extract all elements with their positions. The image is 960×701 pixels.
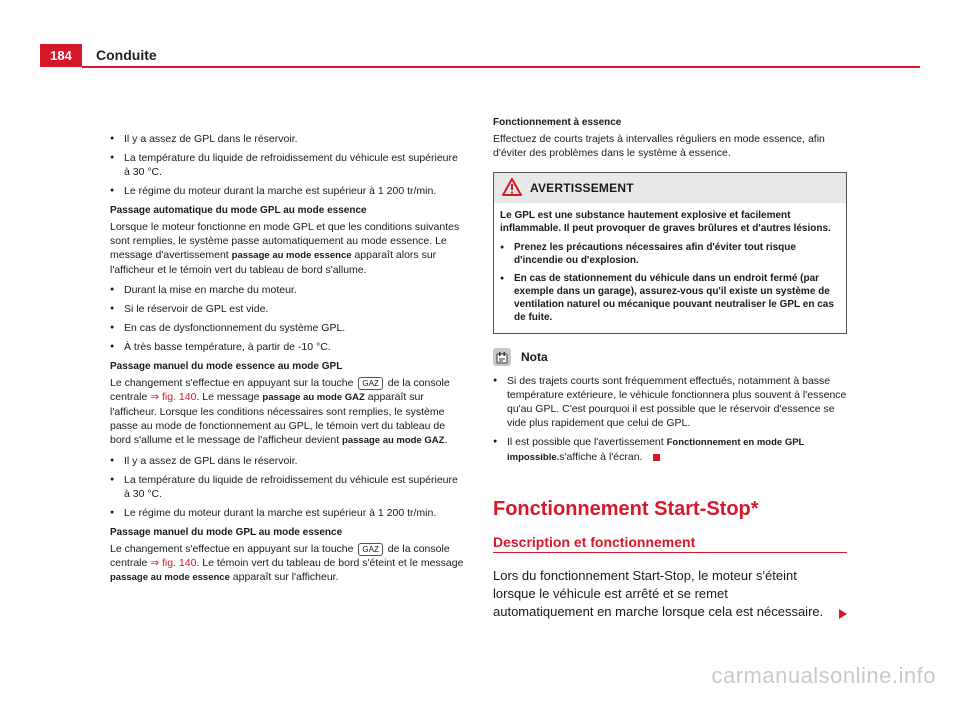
- lead-text: Lors du fonctionnement Start-Stop, le moteur s'éteint lorsque le véhicule est arrêté et se remet automatiquement en marche lorsque cela est nécessaire.: [493, 567, 847, 621]
- warning-title: AVERTISSEMENT: [530, 181, 634, 195]
- fig-link[interactable]: ⇒ fig. 140: [150, 391, 197, 403]
- gaz-key-icon: GAZ: [358, 543, 382, 556]
- list-item: ● Prenez les précautions nécessaires afin d'éviter tout risque d'incendie ou d'explosion.: [500, 241, 838, 267]
- auto-switch-heading: Passage automatique du mode GPL au mode essence: [110, 205, 367, 216]
- nota-title: Nota: [521, 350, 548, 364]
- gaz-key-icon: GAZ: [358, 377, 382, 390]
- list-item: ● À très basse température, à partir de -10 °C.: [110, 340, 464, 354]
- manual-to-essence-heading: Passage manuel du mode GPL au mode essence: [110, 527, 343, 538]
- manual-to-gpl-text: Le changement s'effectue en appuyant sur la touche GAZ de la console centrale ⇒ fig. 140. Le message passage au mode GAZ apparaît sur l'afficheur. Lorsque les conditions nécessaires sont remplies, le système passe au mode de fonctionnement au GPL, le témoin vert du tableau de bord s'allume et le message de l'afficheur devient passage au mode GAZ.: [110, 377, 450, 446]
- essence-text: Effectuez de courts trajets à intervalles réguliers en mode essence, afin d'éviter des problèmes dans le système à essence.: [493, 133, 825, 159]
- manual-to-gpl-heading: Passage manuel du mode essence au mode GPL: [110, 361, 343, 372]
- auto-switch-text: Lorsque le moteur fonctionne en mode GPL et que les conditions suivantes sont remplies, le système passe automatiquement au mode essence. Le message d'avertissement passage au mode essence apparaît alors sur l'afficheur et le témoin vert du tableau de bord s'allume.: [110, 221, 460, 276]
- left-column: [110, 132, 464, 591]
- essence-heading: Fonctionnement à essence: [493, 117, 622, 128]
- list-item: ● Le régime du moteur durant la marche est supérieur à 1 200 tr/min.: [110, 506, 464, 520]
- warning-box: [493, 172, 847, 334]
- subsection-title: Description et fonctionnement: [493, 535, 847, 553]
- fig-link[interactable]: ⇒ fig. 140: [150, 557, 197, 569]
- list-item: ● Si des trajets courts sont fréquemment effectués, notamment à basse température extérieure, le véhicule fonctionnera plus souvent à l'essence qu'au GPL. C'est pourquoi il est possible que le réservoir d'essence se vide plus rapidement que celui de GPL.: [493, 374, 847, 430]
- section-title: Fonctionnement Start-Stop*: [493, 498, 759, 520]
- section-end-icon: [653, 454, 660, 461]
- list-item: ● Le régime du moteur durant la marche est supérieur à 1 200 tr/min.: [110, 184, 464, 198]
- note-icon: [493, 348, 511, 366]
- list-item: ● En cas de dysfonctionnement du système GPL.: [110, 321, 464, 335]
- list-item: ● Il y a assez de GPL dans le réservoir.: [110, 132, 464, 146]
- header-rule: [82, 66, 920, 68]
- list-item: ● Si le réservoir de GPL est vide.: [110, 302, 464, 316]
- list-item: ● La température du liquide de refroidissement du véhicule est supérieure à 30 °C.: [110, 473, 464, 501]
- list-item: ● En cas de stationnement du véhicule dans un endroit fermé (par exemple dans un garage), assurez-vous qu'il existe un système de ventilation naturel ou mécanique pouvant neutraliser le GPL en cas de fuite.: [500, 272, 838, 324]
- continue-arrow-icon: [839, 609, 847, 619]
- list-item: ● La température du liquide de refroidissement du véhicule est supérieure à 30 °C.: [110, 151, 464, 179]
- manual-to-essence-text: Le changement s'effectue en appuyant sur la touche GAZ de la console centrale ⇒ fig. 140. Le témoin vert du tableau de bord s'éteint et le message passage au mode essence apparaît sur l'afficheur.: [110, 543, 464, 583]
- right-column: [493, 116, 847, 621]
- nota-header: [493, 348, 847, 366]
- list-item: ● Il y a assez de GPL dans le réservoir.: [110, 454, 464, 468]
- list-item: ● Durant la mise en marche du moteur.: [110, 283, 464, 297]
- warning-header: [494, 173, 846, 203]
- warning-body: [494, 203, 846, 333]
- watermark: carmanualsonline.info: [711, 663, 936, 688]
- chapter-title: Conduite: [96, 47, 157, 63]
- page-number: 184: [40, 44, 82, 67]
- warning-triangle-icon: [502, 178, 530, 199]
- page-header: [40, 44, 920, 68]
- warning-intro: Le GPL est une substance hautement explosive et facilement inflammable. Il peut provoquer de graves brûlures et d'autres lésions.: [500, 210, 831, 234]
- list-item: ● Il est possible que l'avertissement Fonctionnement en mode GPL impossible.s'affiche à l'écran.: [493, 435, 847, 465]
